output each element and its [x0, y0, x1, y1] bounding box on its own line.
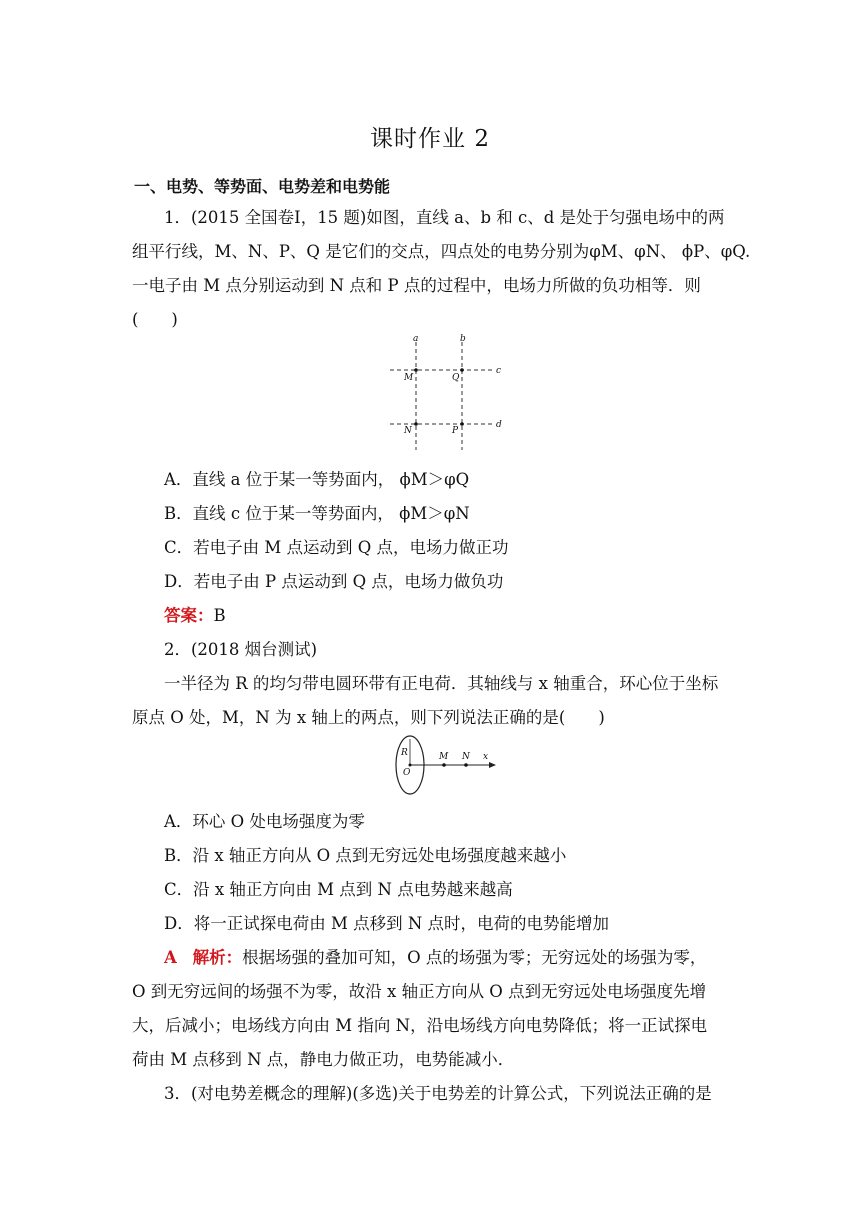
q1-option-b: B．直线 c 位于某一等势面内， ϕM＞φN: [164, 504, 470, 523]
q2-option-a: A．环心 O 处电场强度为零: [164, 812, 365, 831]
q2-analysis-text-1: 根据场强的叠加可知，O 点的场强为零；无穷远处的场强为零，: [242, 948, 707, 967]
q1-text-line-2: 组平行线，M、N、P、Q 是它们的交点，四点处的电势分别为φM、φN、 ϕP、φQ.: [132, 242, 751, 261]
q1-answer-label: 答案：: [164, 606, 214, 625]
fig2-label-R: R: [401, 748, 408, 758]
fig2-label-M: M: [439, 752, 449, 762]
q2-analysis-label: 解析：: [192, 948, 243, 967]
q1-grid-figure: [386, 332, 506, 452]
q1-answer-value: B: [213, 606, 226, 625]
q2-option-b: B．沿 x 轴正方向从 O 点到无穷远处电场强度越来越小: [164, 846, 567, 865]
q2-text-line-1: 一半径为 R 的均匀带电圆环带有正电荷．其轴线与 x 轴重合，环心位于坐标: [164, 674, 719, 693]
q1-answer: [164, 602, 226, 626]
fig1-label-N: N: [404, 426, 412, 436]
q2-answer-value: A: [164, 948, 177, 967]
fig1-label-M: M: [404, 373, 414, 383]
q1-option-c: C．若电子由 M 点运动到 Q 点，电场力做正功: [164, 538, 509, 557]
q1-text-line-1: 1．(2015 全国卷Ⅰ，15 题)如图，直线 a、b 和 c、d 是处于匀强电场中的两: [164, 208, 725, 227]
q2-analysis-line-3: 大，后减小；电场线方向由 M 指向 N，沿电场线方向电势降低；将一正试探电: [132, 1016, 708, 1035]
fig1-label-b: b: [460, 334, 466, 344]
q3-text-line-1: 3．(对电势差概念的理解)(多选)关于电势差的计算公式，下列说法正确的是: [164, 1084, 712, 1103]
fig1-label-P: P: [452, 426, 459, 436]
q2-option-c: C．沿 x 轴正方向由 M 点到 N 点电势越来越高: [164, 880, 513, 899]
fig1-label-c: c: [496, 366, 502, 376]
fig2-label-O: O: [403, 768, 411, 778]
section-heading: 一、电势、等势面、电势差和电势能: [134, 177, 391, 196]
page-title: 课时作业 2: [370, 126, 490, 152]
q2-analysis-line-4: 荷由 M 点移到 N 点，静电力做正功，电势能减小．: [132, 1050, 515, 1069]
q1-option-a: A．直线 a 位于某一等势面内， ϕM＞φQ: [164, 470, 470, 489]
q1-text-line-4: ( ): [132, 310, 178, 329]
fig1-label-d: d: [496, 420, 502, 430]
fig1-label-Q: Q: [452, 373, 460, 383]
fig1-label-a: a: [413, 334, 419, 344]
q2-text-line-2: 原点 O 处，M，N 为 x 轴上的两点，则下列说法正确的是( ): [132, 708, 605, 727]
q1-option-d: D．若电子由 P 点运动到 Q 点，电场力做负功: [164, 572, 504, 591]
fig2-label-N: N: [462, 752, 470, 762]
q2-option-d: D．将一正试探电荷由 M 点移到 N 点时，电荷的电势能增加: [164, 914, 610, 933]
q2-source: 2．(2018 烟台测试): [164, 640, 318, 659]
q1-text-line-3: 一电子由 M 点分别运动到 N 点和 P 点的过程中，电场力所做的负功相等．则: [132, 276, 701, 295]
q2-ring-figure: [392, 733, 502, 797]
fig2-label-x: x: [483, 752, 489, 762]
q2-analysis-line-1: [164, 944, 706, 968]
q2-analysis-line-2: O 到无穷远间的场强不为零，故沿 x 轴正方向从 O 点到无穷远处电场强度先增: [132, 982, 707, 1001]
